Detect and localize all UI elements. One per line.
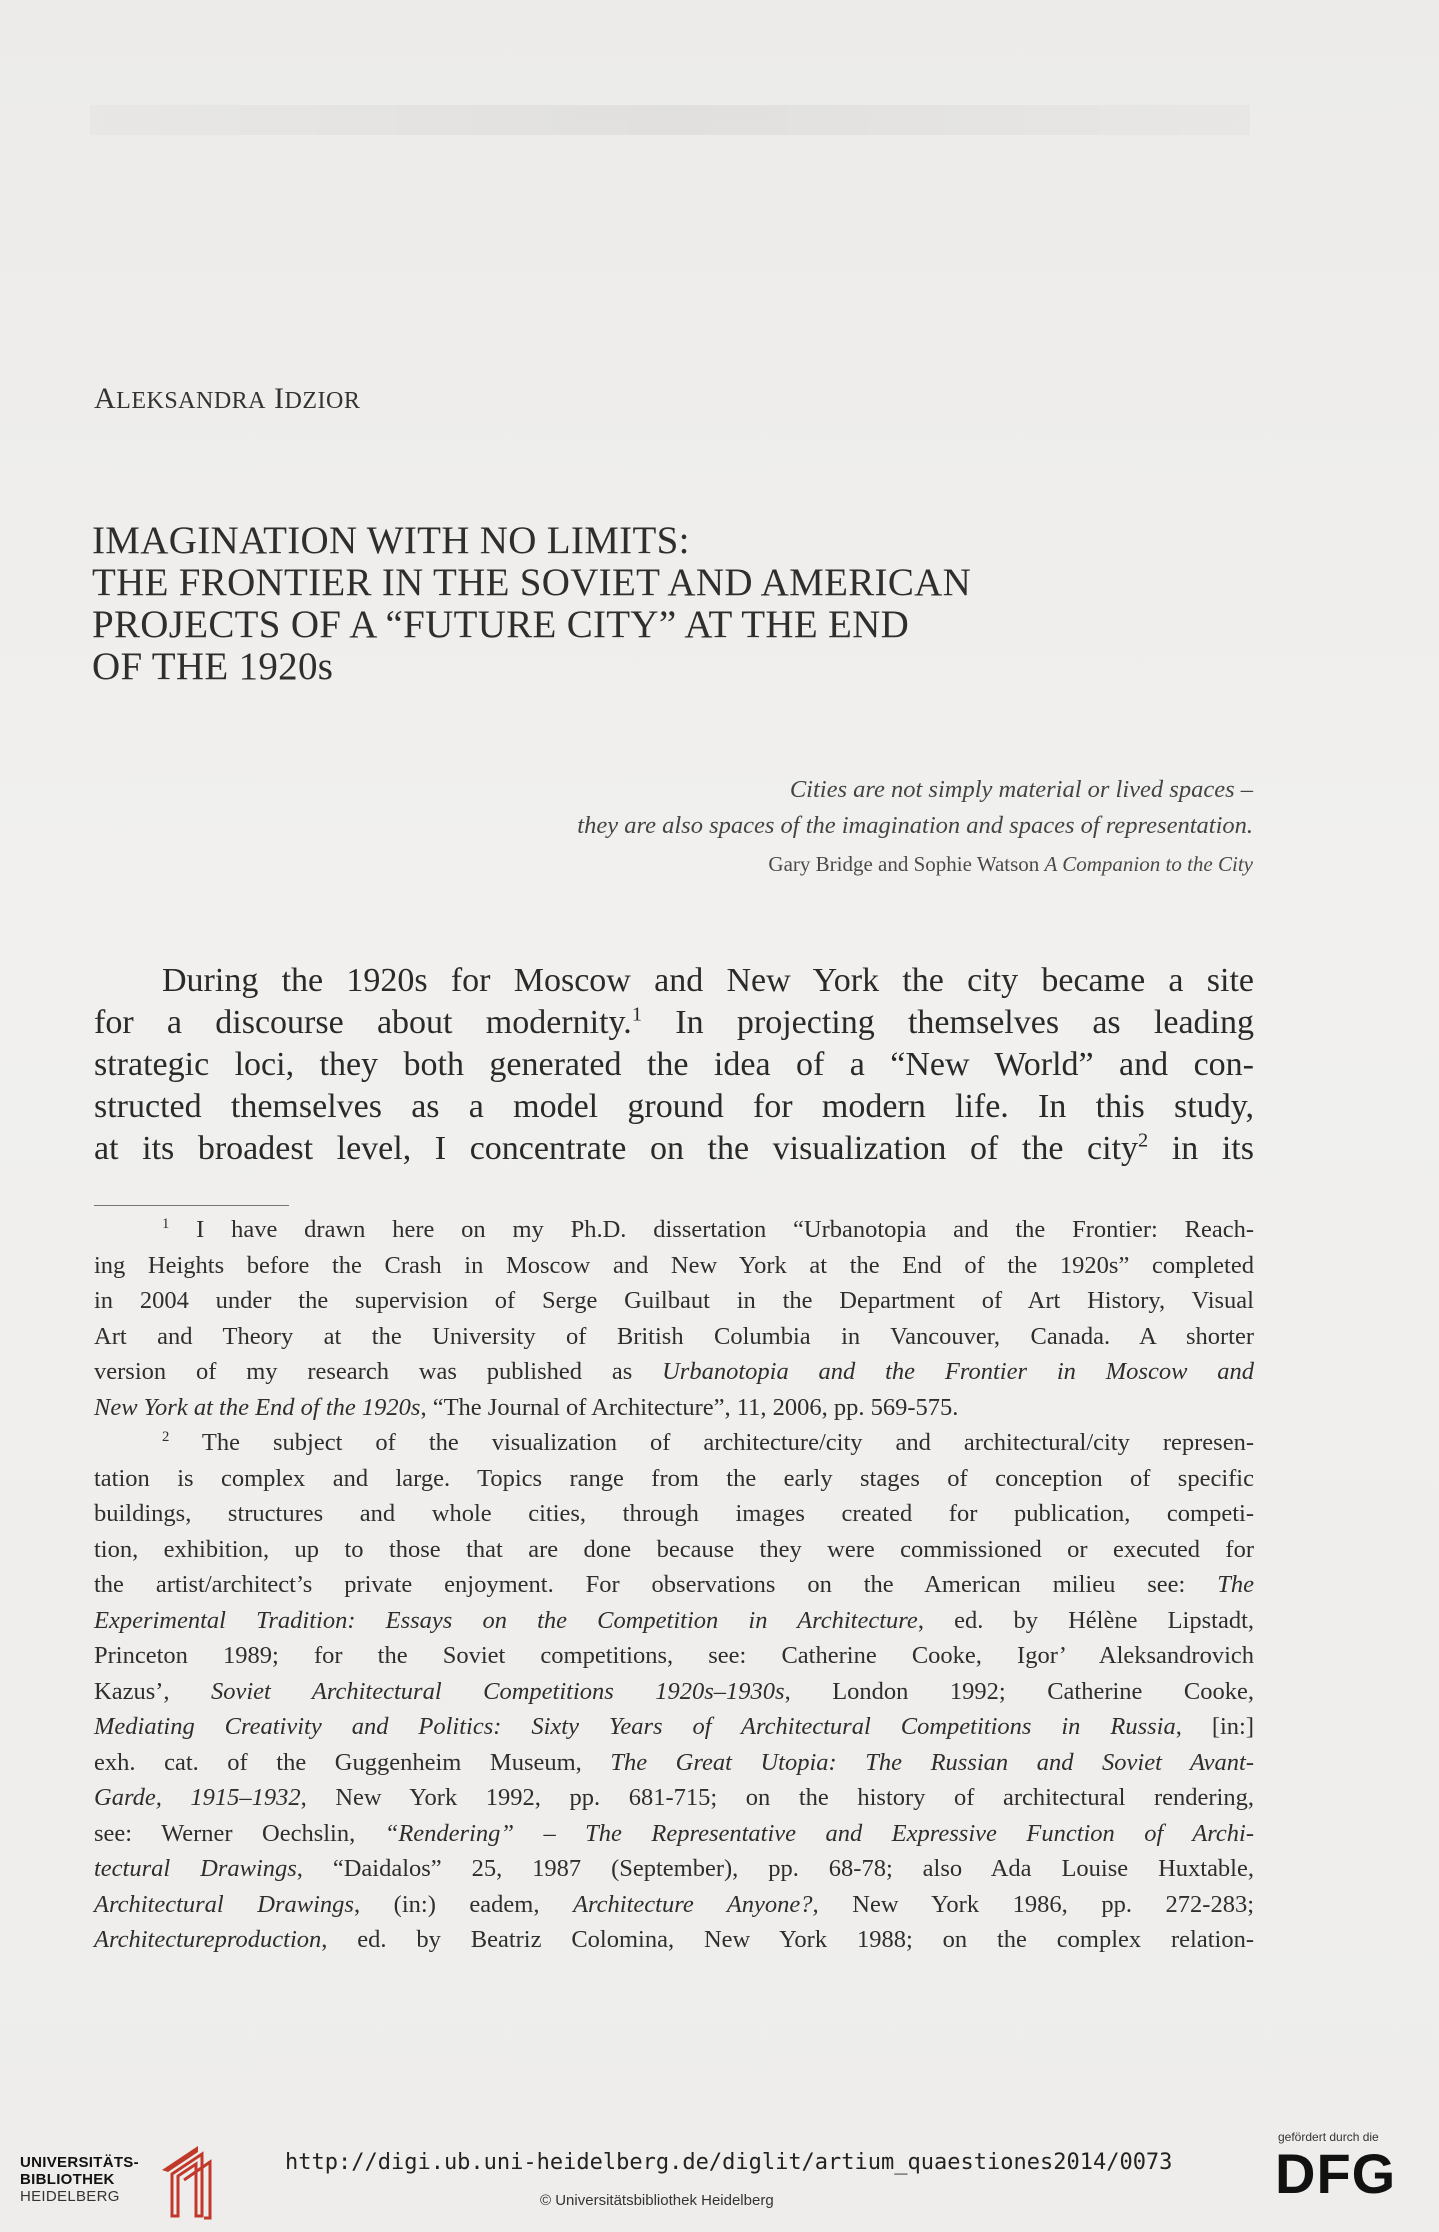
dfg-logo[interactable]: DFG bbox=[1275, 2142, 1397, 2205]
footnote-line: version of my research was published as Urbanotopia and the Frontier in Moscow and bbox=[94, 1358, 1254, 1385]
title-line: THE FRONTIER IN THE SOVIET AND AMERICAN bbox=[92, 561, 972, 604]
footnote-line: $^2$ The subject of the visualization of architecture/city and architectural/city represen- bbox=[162, 1428, 1254, 1456]
footnote-line: in 2004 under the supervision of Serge Guilbaut in the Department of Art History, Visual bbox=[94, 1287, 1254, 1314]
footnote-line: Garde, 1915–1932, New York 1992, pp. 681-715; on the history of architectural rendering, bbox=[94, 1784, 1254, 1811]
footnote-line: buildings, structures and whole cities, through images created for publication, competi- bbox=[94, 1500, 1254, 1527]
footnotes bbox=[94, 1212, 1254, 1958]
article-title bbox=[92, 520, 1252, 688]
body-line: structed themselves as a model ground for modern life. In this study, bbox=[94, 1088, 1254, 1125]
footnote-line: tation is complex and large. Topics range from the early stages of conception of specific bbox=[94, 1464, 1254, 1492]
footnote-line: tion, exhibition, up to those that are done because they were commissioned or executed for bbox=[94, 1535, 1254, 1563]
footnote-line: see: Werner Oechslin, “Rendering” – The Representative and Expressive Function of Archi- bbox=[94, 1819, 1255, 1847]
footnote-line: Architectureproduction, ed. by Beatriz Colomina, New York 1988; on the complex relation- bbox=[94, 1926, 1254, 1953]
title-line: OF THE 1920s bbox=[92, 645, 334, 688]
body-paragraph bbox=[94, 960, 1254, 1170]
source-url-link[interactable]: http://digi.ub.uni-heidelberg.de/diglit/artium_quaestiones2014/0073 bbox=[285, 2150, 1173, 2175]
footnote-line: the artist/architect’s private enjoyment. For observations on the American milieu see: The bbox=[94, 1571, 1254, 1598]
author-name: ALEKSANDRA IDZIOR bbox=[94, 382, 361, 415]
show-through-shadow bbox=[90, 105, 1250, 135]
library-mark-icon bbox=[158, 2140, 222, 2220]
body-line: During the 1920s for Moscow and New York the city became a site bbox=[162, 962, 1254, 999]
footnote-line: tectural Drawings, “Daidalos” 25, 1987 (September), pp. 68-78; also Ada Louise Huxtable, bbox=[94, 1855, 1254, 1882]
footnote-line: exh. cat. of the Guggenheim Museum, The Great Utopia: The Russian and Soviet Avant- bbox=[94, 1748, 1255, 1776]
logo-text-line: UNIVERSITÄTS- bbox=[20, 2154, 139, 2171]
copyright-notice: © Universitätsbibliothek Heidelberg bbox=[540, 2192, 774, 2209]
library-logo[interactable] bbox=[20, 2140, 210, 2210]
logo-text-line: BIBLIOTHEK bbox=[20, 2171, 115, 2188]
footnote-ref-1[interactable]: 1 bbox=[631, 1003, 643, 1026]
page-footer bbox=[0, 2130, 1439, 2232]
footnote-line: Kazus’, Soviet Architectural Competitions 1920s–1930s, London 1992; Catherine Cooke, bbox=[94, 1677, 1254, 1705]
epigraph bbox=[153, 772, 1253, 882]
funding-label: gefördert durch die bbox=[1278, 2130, 1379, 2144]
title-line: IMAGINATION WITH NO LIMITS: bbox=[92, 519, 690, 562]
epigraph-line: Cities are not simply material or lived spaces – bbox=[789, 776, 1253, 803]
body-line: strategic loci, they both generated the idea of a “New World” and con- bbox=[94, 1046, 1254, 1083]
footnote-line: $^1$ I have drawn here on my Ph.D. dissertation “Urbanotopia and the Frontier: Reach- bbox=[162, 1215, 1254, 1243]
footnote-line: ing Heights before the Crash in Moscow and New York at the End of the 1920s” completed bbox=[94, 1251, 1254, 1279]
title-line: PROJECTS OF A “FUTURE CITY” AT THE END bbox=[92, 603, 910, 646]
footnote-line: Art and Theory at the University of British Columbia in Vancouver, Canada. A shorter bbox=[94, 1322, 1254, 1350]
logo-text-line: HEIDELBERG bbox=[20, 2188, 120, 2205]
footnote-line: New York at the End of the 1920s, “The Journal of Architecture”, 11, 2006, pp. 569-575. bbox=[94, 1393, 959, 1421]
epigraph-line: they are also spaces of the imagination and spaces of representation. bbox=[577, 812, 1253, 839]
footnote-ref-2[interactable]: 2 bbox=[1138, 1129, 1149, 1152]
footnote-line: Architectural Drawings, (in:) eadem, Architecture Anyone?, New York 1986, pp. 272-283; bbox=[94, 1890, 1255, 1918]
epigraph-source: Gary Bridge and Sophie Watson A Companion to the City bbox=[768, 852, 1253, 876]
footnote-line: Mediating Creativity and Politics: Sixty Years of Architectural Competitions in Russia, [in:] bbox=[94, 1713, 1255, 1740]
body-line: at its broadest level, I concentrate on the visualization of the city$^2$ in its bbox=[94, 1129, 1254, 1167]
footnote-line: Princeton 1989; for the Soviet competitions, see: Catherine Cooke, Igor’ Aleksandrovich bbox=[94, 1642, 1254, 1669]
footnote-line: Experimental Tradition: Essays on the Competition in Architecture, ed. by Hélène Lipstadt, bbox=[94, 1606, 1255, 1634]
footnote-separator bbox=[94, 1205, 289, 1206]
body-line: for a discourse about modernity.$^1$ In projecting themselves as leading bbox=[94, 1003, 1254, 1041]
